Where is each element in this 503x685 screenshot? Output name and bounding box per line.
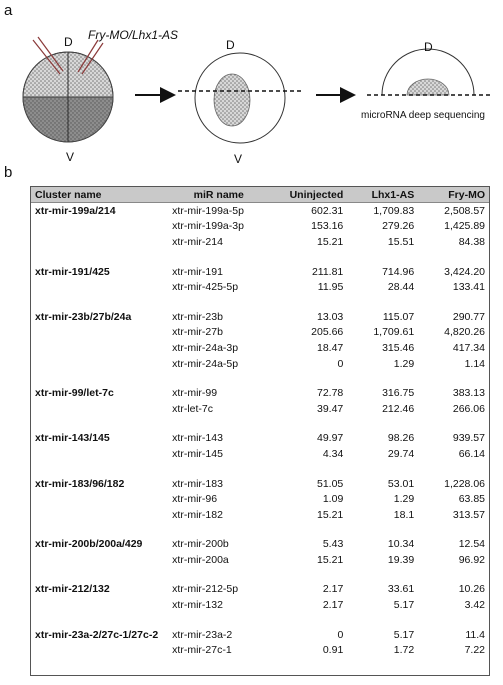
column-header: Cluster name	[31, 187, 162, 203]
lhx1-as-cell: 5.17	[393, 599, 415, 612]
cluster-name-cell: xtr-mir-200b/200a/429	[35, 538, 143, 551]
spacer-row	[31, 250, 489, 264]
mir-name-cell: xtr-mir-132	[172, 599, 223, 612]
lhx1-as-cell: 714.96	[382, 265, 415, 278]
fry-mo-cell: 383.13	[452, 387, 485, 400]
cluster-name-cell: xtr-mir-183/96/182	[35, 477, 125, 490]
lhx1-as-cell: 315.46	[382, 341, 415, 354]
cluster-name-cell: xtr-mir-143/145	[35, 432, 110, 445]
spacer-row	[31, 417, 489, 431]
mir-name-cell: xtr-let-7c	[172, 402, 213, 415]
cluster-name-cell	[31, 356, 162, 372]
lhx1-as-cell: 1,709.83	[373, 204, 415, 217]
table-row	[31, 537, 489, 553]
uninjected-cell: 51.05	[317, 477, 344, 490]
lhx1-as-cell: 279.26	[382, 220, 415, 233]
cluster-name-cell	[31, 507, 162, 523]
table-row	[31, 325, 489, 341]
cluster-name-cell: xtr-mir-23a-2/27c-1/27c-2	[35, 628, 159, 641]
mir-name-cell: xtr-mir-24a-5p	[172, 357, 239, 370]
lhx1-as-cell: 1,709.61	[373, 326, 415, 339]
cluster-name-cell	[31, 340, 162, 356]
fry-mo-cell: 133.41	[452, 281, 485, 294]
mir-name-cell: xtr-mir-27b	[172, 326, 223, 339]
mir-name-cell: xtr-mir-212-5p	[172, 583, 239, 596]
mir-name-cell: xtr-mir-214	[172, 235, 223, 248]
table-header-row	[31, 187, 489, 203]
cluster-name-cell	[31, 279, 162, 295]
uninjected-cell: 15.21	[317, 553, 344, 566]
fry-mo-cell: 1.14	[464, 357, 485, 370]
cluster-name-cell: xtr-mir-191/425	[35, 265, 110, 278]
table-row	[31, 491, 489, 507]
table-body	[31, 203, 489, 659]
sequencing-label: microRNA deep sequencing	[361, 110, 485, 121]
cluster-name-cell	[31, 219, 162, 235]
cluster-name-cell	[31, 491, 162, 507]
spacer-row	[31, 295, 489, 309]
fry-mo-cell: 266.06	[452, 402, 485, 415]
ventral-label: V	[66, 150, 75, 164]
table-row	[31, 264, 489, 280]
cluster-name-cell	[31, 597, 162, 613]
spacer-cell	[31, 462, 489, 476]
fry-mo-cell: 939.57	[452, 432, 485, 445]
uninjected-cell: 602.31	[311, 204, 344, 217]
uninjected-cell: 205.66	[311, 326, 344, 339]
fry-mo-cell: 313.57	[452, 508, 485, 521]
fry-mo-cell: 66.14	[458, 447, 485, 460]
spacer-cell	[31, 613, 489, 627]
cluster-name-cell: xtr-mir-23b/27b/24a	[35, 310, 132, 323]
spacer-row	[31, 523, 489, 537]
uninjected-cell: 11.95	[317, 281, 344, 294]
spacer-row	[31, 568, 489, 582]
mir-name-cell: xtr-mir-183	[172, 477, 223, 490]
mir-name-cell: xtr-mir-199a-3p	[172, 220, 244, 233]
table-row	[31, 340, 489, 356]
lhx1-as-cell: 98.26	[387, 432, 415, 445]
uninjected-cell: 153.16	[311, 220, 344, 233]
column-header: Uninjected	[275, 187, 347, 203]
spacer-cell	[31, 250, 489, 264]
embryo-diagram	[0, 0, 503, 180]
uninjected-cell: 0.91	[322, 644, 344, 657]
table-row	[31, 219, 489, 235]
column-header: Fry-MO	[418, 187, 489, 203]
column-header: miR name	[162, 187, 275, 203]
cluster-name-cell	[31, 234, 162, 250]
lhx1-as-cell: 29.74	[387, 447, 415, 460]
panel-a-letter: a	[4, 2, 13, 19]
table-row	[31, 627, 489, 643]
table-row	[31, 279, 489, 295]
mir-name-cell: xtr-mir-182	[172, 508, 223, 521]
treatment-label: Fry-MO/Lhx1-AS	[88, 28, 179, 42]
mir-name-cell: xtr-mir-145	[172, 447, 223, 460]
mir-name-cell: xtr-mir-96	[172, 493, 218, 506]
fry-mo-cell: 1,228.06	[444, 477, 485, 490]
cluster-name-cell	[31, 325, 162, 341]
lhx1-as-cell: 28.44	[387, 281, 415, 294]
spacer-cell	[31, 417, 489, 431]
mir-name-cell: xtr-mir-24a-3p	[172, 341, 239, 354]
mir-name-cell: xtr-mir-27c-1	[172, 644, 232, 657]
table-row	[31, 401, 489, 417]
spacer-cell	[31, 295, 489, 309]
table-row	[31, 446, 489, 462]
uninjected-cell: 0	[337, 357, 344, 370]
dorsal-half	[367, 49, 490, 95]
uninjected-cell: 1.09	[322, 493, 344, 506]
lhx1-as-cell: 15.51	[387, 235, 415, 248]
spacer-cell	[31, 371, 489, 385]
cluster-name-cell	[31, 642, 162, 658]
uninjected-cell: 18.47	[317, 341, 344, 354]
table-row	[31, 642, 489, 658]
uninjected-cell: 2.17	[322, 583, 344, 596]
mir-name-cell: xtr-mir-199a-5p	[172, 204, 244, 217]
table-row	[31, 309, 489, 325]
lhx1-as-cell: 1.29	[393, 357, 415, 370]
table-row	[31, 582, 489, 598]
cluster-name-cell: xtr-mir-199a/214	[35, 204, 116, 217]
cluster-name-cell: xtr-mir-212/132	[35, 583, 110, 596]
ventral-label: V	[234, 152, 243, 166]
table-row	[31, 507, 489, 523]
fry-mo-cell: 96.92	[458, 553, 485, 566]
lhx1-as-cell: 19.39	[387, 553, 415, 566]
spacer-row	[31, 371, 489, 385]
mir-name-cell: xtr-mir-143	[172, 432, 223, 445]
lhx1-as-cell: 115.07	[382, 310, 415, 323]
cluster-name-cell	[31, 446, 162, 462]
uninjected-cell: 0	[337, 628, 344, 641]
fry-mo-cell: 4,820.26	[444, 326, 485, 339]
table-row	[31, 431, 489, 447]
uninjected-cell: 39.47	[317, 402, 344, 415]
dorsal-label: D	[226, 38, 235, 52]
lhx1-as-cell: 5.17	[393, 628, 415, 641]
fry-mo-cell: 10.26	[458, 583, 485, 596]
fry-mo-cell: 417.34	[452, 341, 485, 354]
fry-mo-cell: 3,424.20	[444, 265, 485, 278]
spacer-cell	[31, 523, 489, 537]
uninjected-cell: 15.21	[317, 235, 344, 248]
mir-name-cell: xtr-mir-99	[172, 387, 218, 400]
mir-name-cell: xtr-mir-200b	[172, 538, 229, 551]
table-row	[31, 476, 489, 492]
uninjected-cell: 15.21	[317, 508, 344, 521]
fry-mo-cell: 7.22	[464, 644, 485, 657]
dorsal-label: D	[424, 40, 433, 54]
lhx1-as-cell: 1.29	[393, 493, 415, 506]
panel-b-letter: b	[4, 164, 13, 181]
lhx1-as-cell: 1.72	[393, 644, 415, 657]
mirna-data-table	[31, 187, 489, 658]
mir-name-cell: xtr-mir-200a	[172, 553, 229, 566]
uninjected-cell: 72.78	[317, 387, 344, 400]
lhx1-as-cell: 33.61	[387, 583, 415, 596]
uninjected-cell: 2.17	[322, 599, 344, 612]
fry-mo-cell: 63.85	[458, 493, 485, 506]
fry-mo-cell: 2,508.57	[444, 204, 485, 217]
whole-embryo	[23, 52, 113, 147]
spacer-row	[31, 613, 489, 627]
lhx1-as-cell: 18.1	[393, 508, 415, 521]
fry-mo-cell: 1,425.89	[444, 220, 485, 233]
table-row	[31, 597, 489, 613]
fry-mo-cell: 290.77	[452, 310, 485, 323]
spacer-cell	[31, 568, 489, 582]
column-header: Lhx1-AS	[347, 187, 418, 203]
cluster-name-cell: xtr-mir-99/let-7c	[35, 387, 114, 400]
dorsal-label: D	[64, 35, 73, 49]
embryo-diagram-svg	[0, 0, 503, 180]
lhx1-as-cell: 10.34	[387, 538, 415, 551]
mir-name-cell: xtr-mir-23a-2	[172, 628, 233, 641]
cluster-name-cell	[31, 552, 162, 568]
table-row	[31, 552, 489, 568]
fry-mo-cell: 12.54	[458, 538, 485, 551]
table-row	[31, 234, 489, 250]
lhx1-as-cell: 53.01	[387, 477, 415, 490]
cluster-name-cell	[31, 401, 162, 417]
dissected-embryo	[178, 53, 303, 143]
uninjected-cell: 13.03	[317, 310, 344, 323]
spacer-row	[31, 462, 489, 476]
table-row	[31, 385, 489, 401]
lhx1-as-cell: 212.46	[382, 402, 415, 415]
uninjected-cell: 49.97	[317, 432, 344, 445]
mir-name-cell: xtr-mir-425-5p	[172, 281, 239, 294]
uninjected-cell: 5.43	[322, 538, 344, 551]
mir-name-cell: xtr-mir-23b	[172, 310, 223, 323]
mir-name-cell: xtr-mir-191	[172, 265, 223, 278]
fry-mo-cell: 11.4	[465, 628, 485, 641]
fry-mo-cell: 84.38	[458, 235, 485, 248]
table-row	[31, 356, 489, 372]
mirna-table	[30, 186, 490, 676]
uninjected-cell: 4.34	[322, 447, 344, 460]
fry-mo-cell: 3.42	[464, 599, 485, 612]
table-row	[31, 203, 489, 219]
lhx1-as-cell: 316.75	[382, 387, 415, 400]
uninjected-cell: 211.81	[311, 265, 344, 278]
